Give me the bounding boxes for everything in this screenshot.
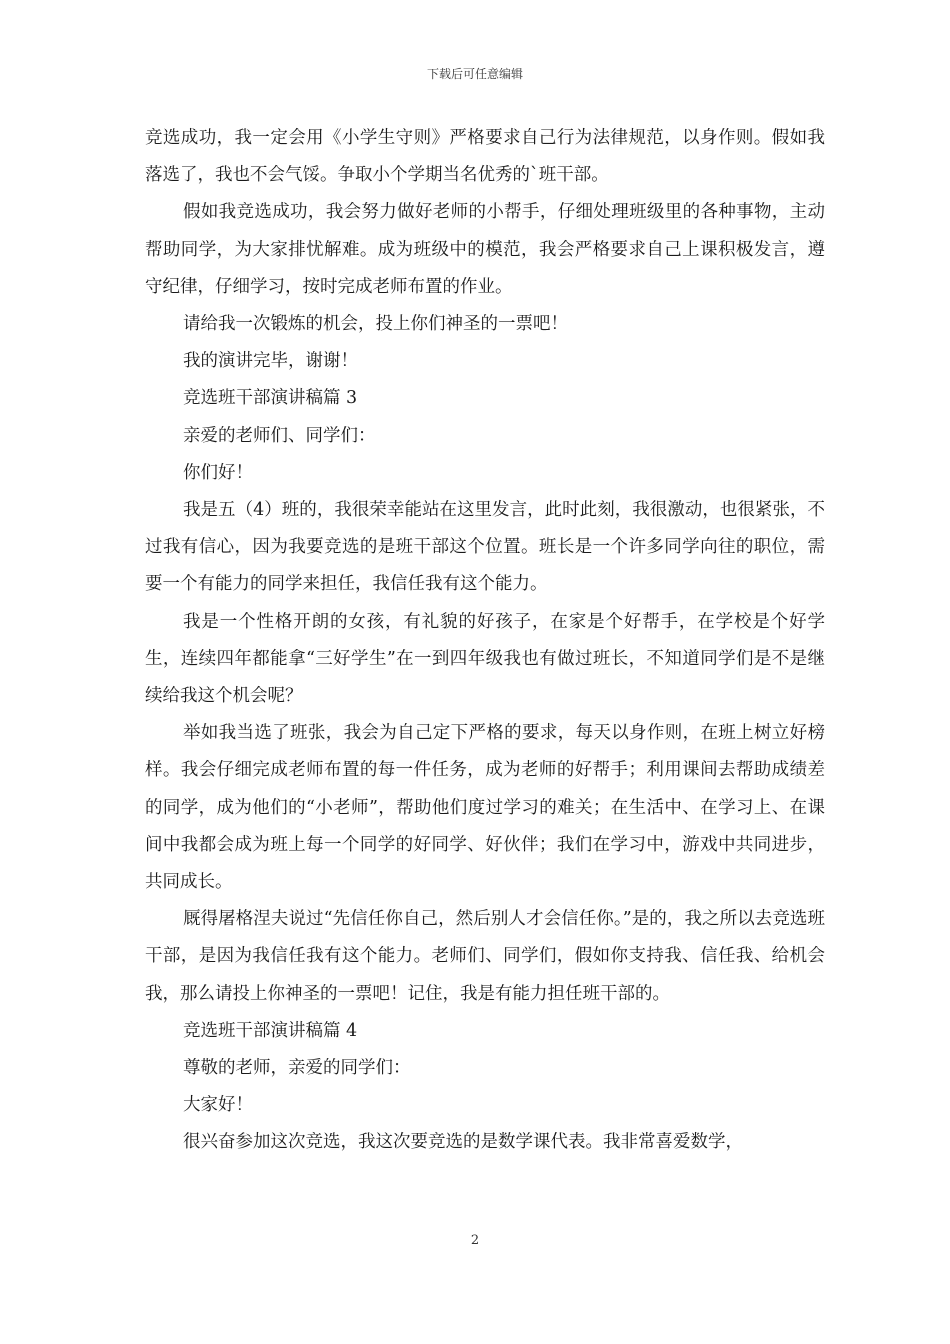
paragraph: 我是一个性格开朗的女孩，有礼貌的好孩子，在家是个好帮手，在学校是个好学生，连续四年都能拿“三好学生”在一到四年级我也有做过班长，不知道同学们是不是继续给我这个机会呢？ bbox=[145, 611, 825, 707]
greeting: 大家好！ bbox=[183, 1095, 253, 1116]
salutation: 亲爱的老师们、同学们： bbox=[183, 425, 376, 446]
paragraph: 我是五（4）班的，我很荣幸能站在这里发言，此时此刻，我很激动，也很紧张，不过我有信心，因为我要竞选的是班干部这个位置。班长是一个许多同学向往的职位，需要一个有能力的同学来担任，我信任我有这个能力。 bbox=[145, 500, 825, 595]
paragraph: 假如我竞选成功，我会努力做好老师的小帮手，仔细处理班级里的各种事物，主动帮助同学，为大家排忧解难。成为班级中的模范，我会严格要求自己上课积极发言，遵守纪律，仔细学习，按时完成老师布置的作业。 bbox=[145, 202, 825, 297]
paragraph: 我的演讲完毕，谢谢！ bbox=[183, 351, 358, 372]
page-number: 2 bbox=[470, 1233, 480, 1248]
paragraph: 举如我当选了班张，我会为自己定下严格的要求，每天以身作则，在班上树立好榜样。我会仔细完成老师布置的每一件任务，成为老师的好帮手；利用课间去帮助成绩差的同学，成为他们的“小老师”，帮助他们度过学习的难关；在生活中、在学习上、在课间中我都会成为班上每一个同学的好同学、好伙伴；我们在学习中，游戏中共同进步，共同成长。 bbox=[145, 723, 825, 893]
paragraph: 竞选成功，我一定会用《小学生守则》严格要求自己行为法律规范，以身作则。假如我落选了，我也不会气馁。争取小个学期当名优秀的`班干部。 bbox=[145, 128, 825, 186]
paragraph: 很兴奋参加这次竞选，我这次要竞选的是数学课代表。我非常喜爱数学， bbox=[183, 1132, 743, 1153]
section-heading: 竞选班干部演讲稿篇 4 bbox=[183, 1020, 358, 1041]
paragraph: 厩得屠格涅夫说过“先信任你自己，然后别人才会信任你。”是的，我之所以去竞选班干部，是因为我信任我有这个能力。老师们、同学们，假如你支持我、信任我、给机会我，那么请投上你神圣的一票吧！记住，我是有能力担任班干部的。 bbox=[145, 909, 825, 1004]
page-header: 下载后可任意编辑 bbox=[426, 67, 523, 81]
section-heading: 竞选班干部演讲稿篇 3 bbox=[183, 388, 358, 409]
document-body bbox=[145, 120, 825, 1162]
paragraph: 请给我一次锻炼的机会，投上你们神圣的一票吧！ bbox=[183, 314, 568, 335]
salutation: 尊敬的老师，亲爱的同学们： bbox=[183, 1058, 411, 1079]
greeting: 你们好！ bbox=[183, 462, 253, 483]
